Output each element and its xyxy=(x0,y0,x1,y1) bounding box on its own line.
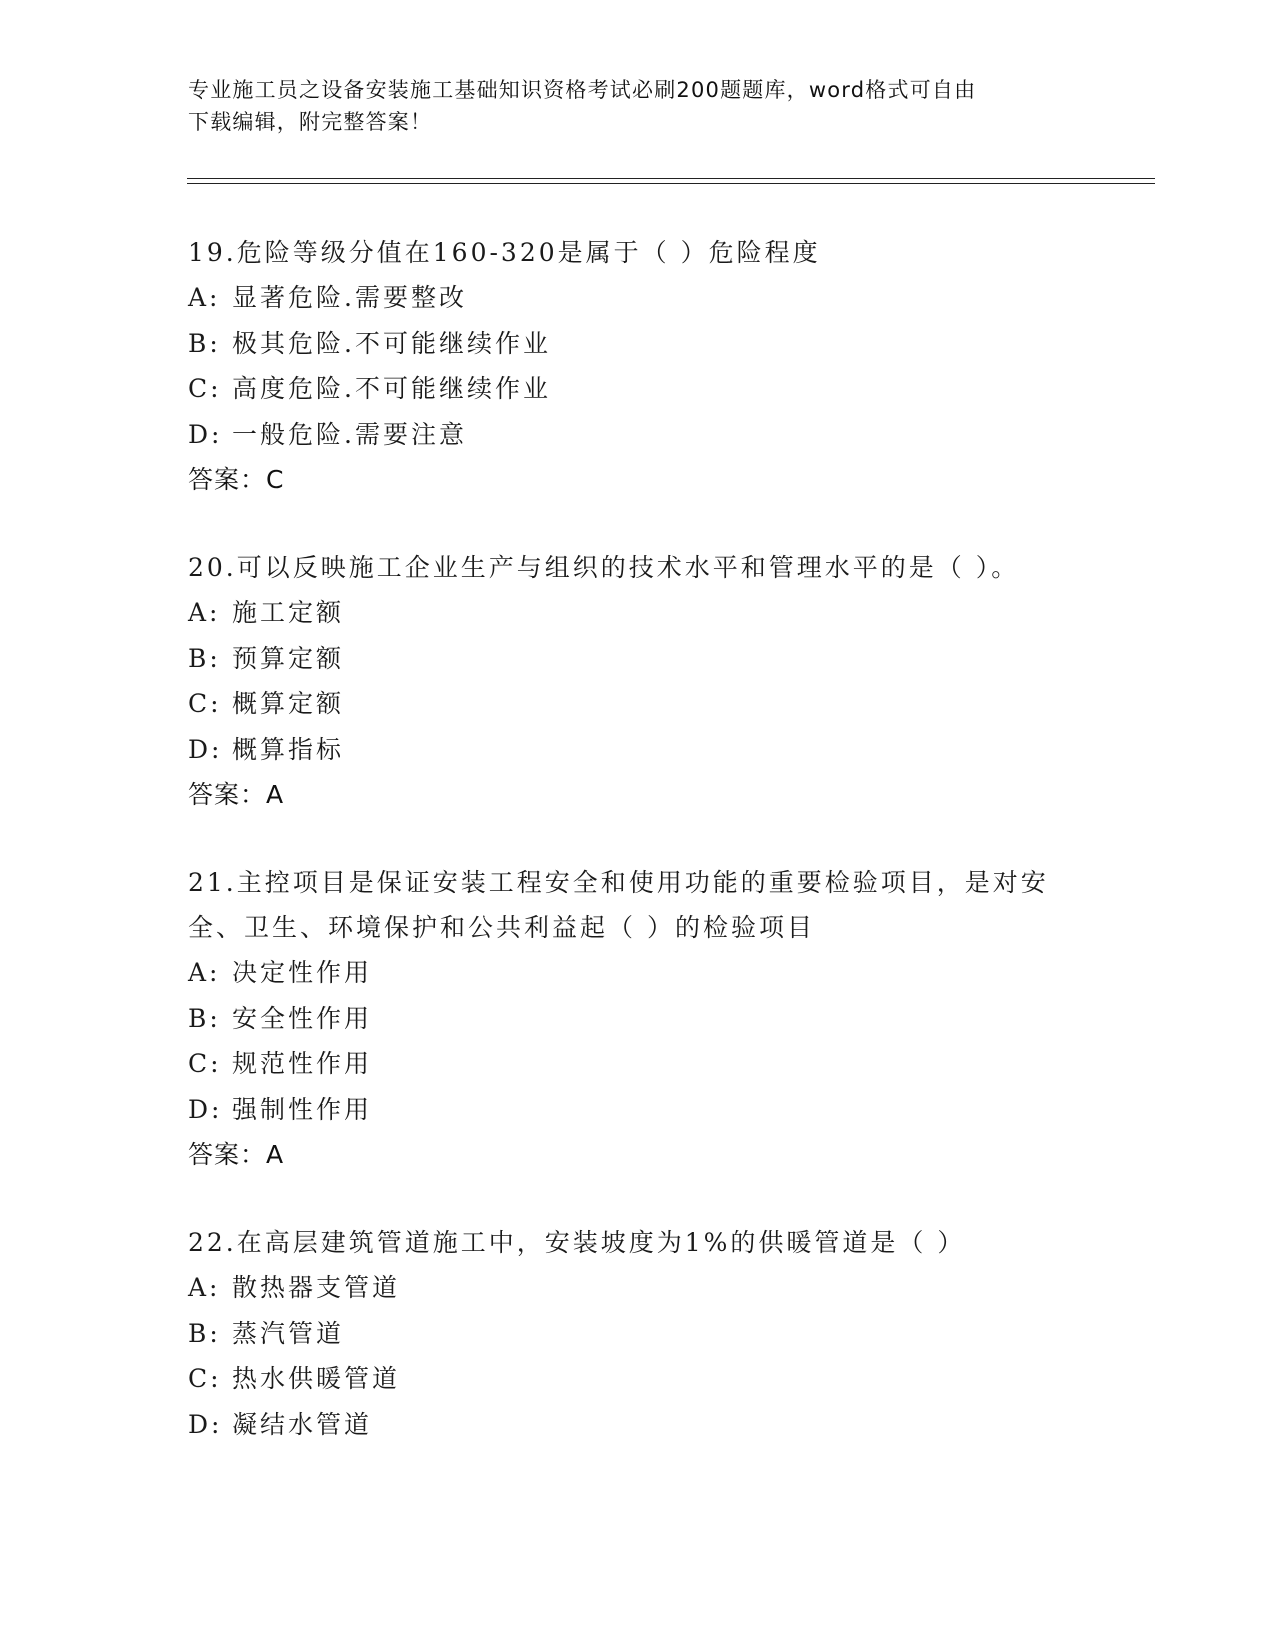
option-text: 散热器支管道 xyxy=(232,1273,401,1302)
question-22 xyxy=(188,1220,1088,1447)
option-key: C: xyxy=(188,374,222,403)
option-b xyxy=(188,636,1088,682)
option-key: D: xyxy=(188,734,223,764)
option-b xyxy=(188,321,1088,367)
option-d xyxy=(188,1402,1088,1448)
option-text: 施工定额 xyxy=(232,598,345,627)
option-d xyxy=(188,727,1088,773)
option-c xyxy=(188,1041,1088,1087)
option-text: 热水供暖管道 xyxy=(232,1364,401,1393)
option-text: 极其危险.不可能继续作业 xyxy=(232,328,551,358)
option-key: D: xyxy=(188,1409,223,1439)
option-key: B: xyxy=(188,643,221,673)
question-20 xyxy=(188,545,1088,817)
option-key: D: xyxy=(188,419,223,449)
option-a xyxy=(188,275,1088,321)
option-key: A: xyxy=(188,283,221,312)
option-key: C: xyxy=(188,1049,222,1078)
option-text: 蒸汽管道 xyxy=(232,1318,345,1348)
option-key: C: xyxy=(188,1364,222,1393)
option-c xyxy=(188,681,1088,727)
option-key: B: xyxy=(188,1003,221,1033)
header-line-1: 专业施工员之设备安装施工基础知识资格考试必刷200题题库，word格式可自由 xyxy=(188,78,977,102)
option-key: A: xyxy=(188,1273,221,1302)
option-text: 凝结水管道 xyxy=(232,1409,373,1439)
option-text: 概算指标 xyxy=(232,734,345,764)
document-header xyxy=(188,74,1088,138)
option-text: 一般危险.需要注意 xyxy=(232,419,467,449)
option-key: B: xyxy=(188,1318,221,1348)
option-text: 显著危险.需要整改 xyxy=(232,283,467,312)
option-key: B: xyxy=(188,328,221,358)
option-text: 强制性作用 xyxy=(232,1094,373,1124)
header-line-2: 下载编辑，附完整答案！ xyxy=(188,110,433,134)
question-stem: 19.危险等级分值在160-320是属于（ ）危险程度 xyxy=(188,238,821,267)
option-text: 概算定额 xyxy=(232,689,345,718)
option-c xyxy=(188,1356,1088,1402)
question-stem-line-2: 全、卫生、环境保护和公共利益起（ ）的检验项目 xyxy=(188,913,815,942)
answer: 答案：C xyxy=(188,465,285,494)
option-key: C: xyxy=(188,689,222,718)
header-divider-top xyxy=(187,178,1155,179)
option-a xyxy=(188,1265,1088,1311)
option-text: 规范性作用 xyxy=(232,1049,373,1078)
option-text: 决定性作用 xyxy=(232,958,373,987)
answer: 答案：A xyxy=(188,1140,285,1169)
option-text: 预算定额 xyxy=(232,643,345,673)
question-stem-line-1: 21.主控项目是保证安装工程安全和使用功能的重要检验项目，是对安 xyxy=(188,868,1049,897)
option-c xyxy=(188,366,1088,412)
option-key: A: xyxy=(188,958,221,987)
option-text: 安全性作用 xyxy=(232,1003,373,1033)
answer: 答案：A xyxy=(188,780,285,809)
question-21 xyxy=(188,860,1088,1177)
question-stem: 20.可以反映施工企业生产与组织的技术水平和管理水平的是（ ）。 xyxy=(188,553,1020,582)
option-key: D: xyxy=(188,1094,223,1124)
option-b xyxy=(188,1311,1088,1357)
question-stem: 22.在高层建筑管道施工中，安装坡度为1%的供暖管道是（ ） xyxy=(188,1228,966,1257)
option-text: 高度危险.不可能继续作业 xyxy=(232,374,551,403)
option-a xyxy=(188,950,1088,996)
option-a xyxy=(188,590,1088,636)
option-d xyxy=(188,1087,1088,1133)
option-d xyxy=(188,412,1088,458)
option-b xyxy=(188,996,1088,1042)
question-19 xyxy=(188,230,1088,502)
option-key: A: xyxy=(188,598,221,627)
header-divider-bottom xyxy=(187,183,1155,184)
